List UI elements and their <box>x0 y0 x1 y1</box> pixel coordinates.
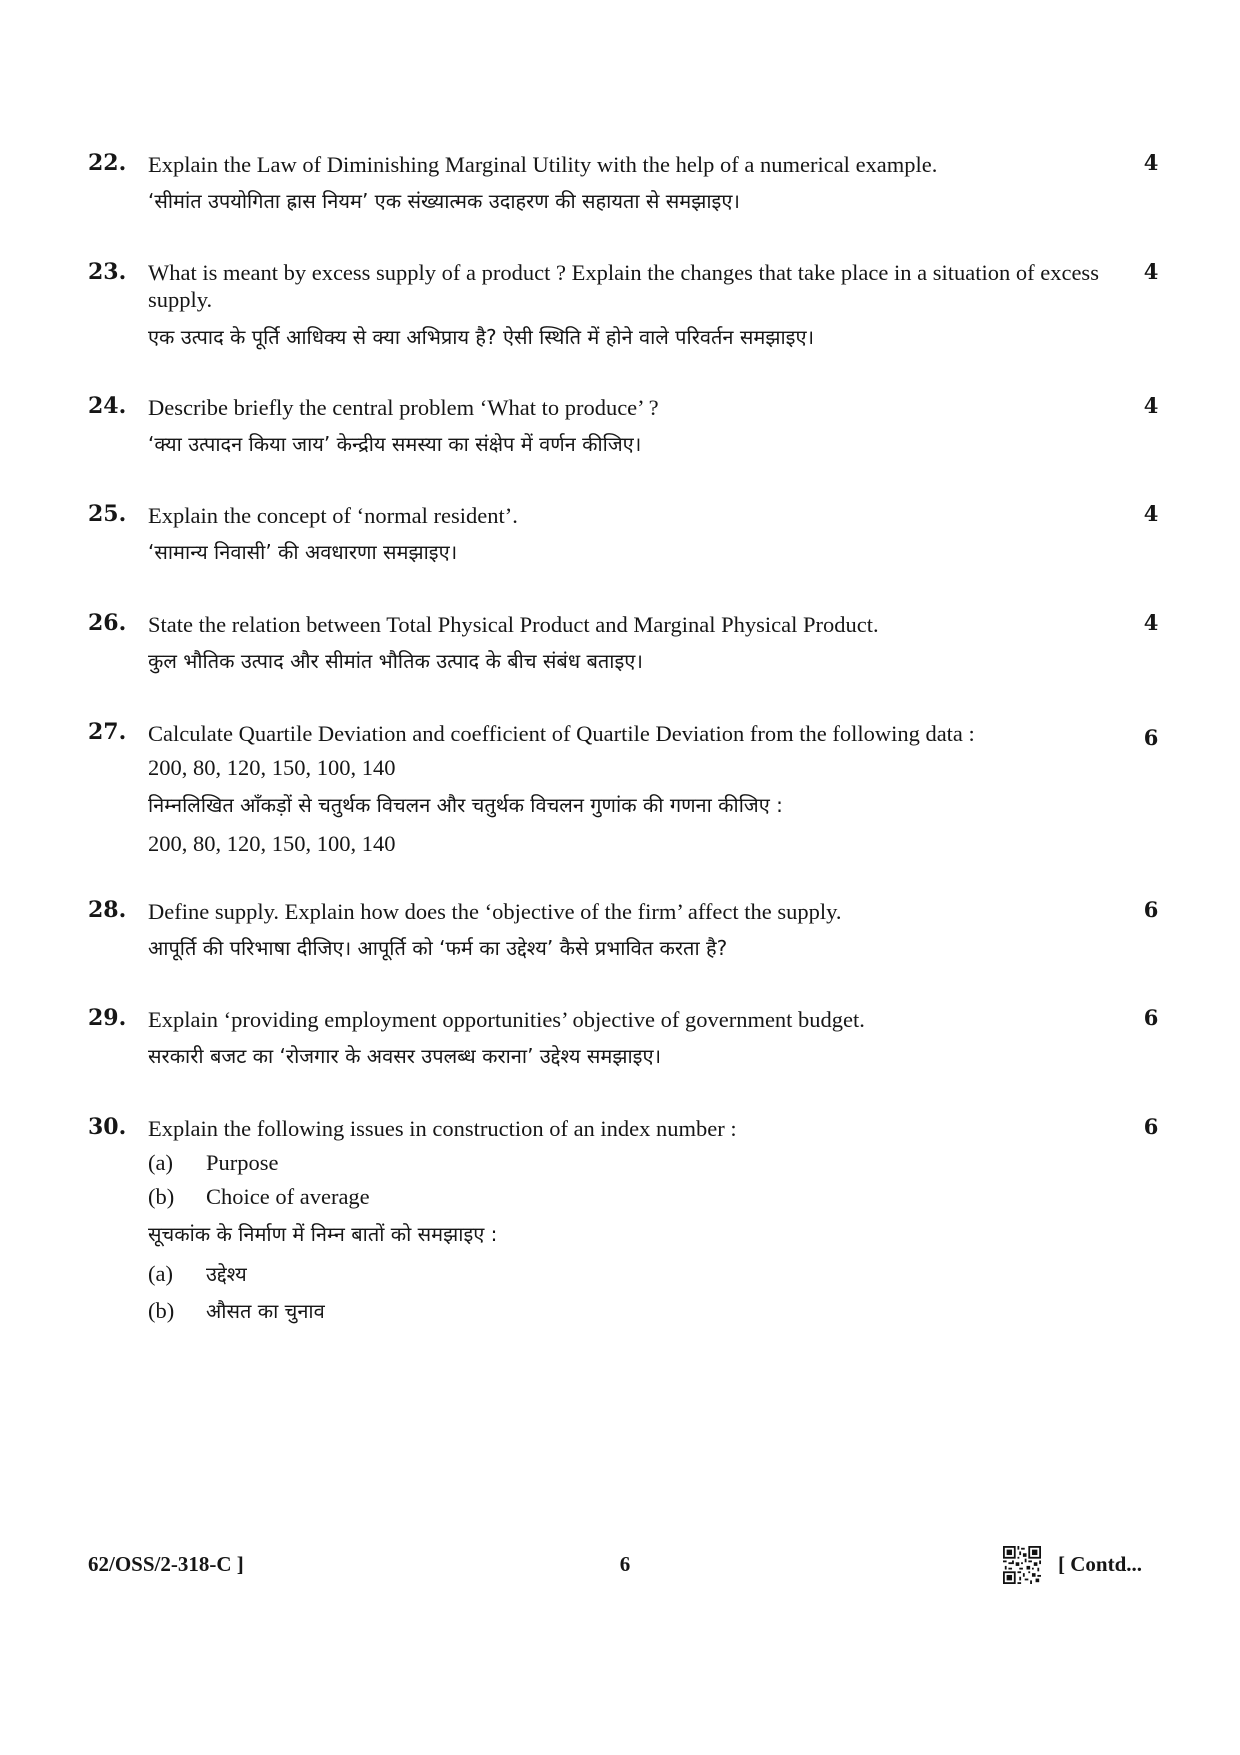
question-marks: 6 <box>1143 1114 1159 1139</box>
paper-code: 62/OSS/2-318-C ] <box>88 1552 244 1576</box>
question-marks: 4 <box>1143 501 1159 526</box>
sub-item-text: औसत का चुनाव <box>206 1299 325 1323</box>
question-number: 28. <box>88 897 127 923</box>
continued-label: [ Contd... <box>1058 1552 1143 1576</box>
question-text-hi: आपूर्ति की परिभाषा दीजिए। आपूर्ति को ‘फर्म का उद्देश्य’ कैसे प्रभावित करता है? <box>148 936 728 960</box>
question-text-hi: कुल भौतिक उत्पाद और सीमांत भौतिक उत्पाद के बीच संबंध बताइए। <box>148 649 643 673</box>
sub-item-hi-b <box>148 1297 1108 1326</box>
sub-item-text: Choice of average <box>206 1184 370 1209</box>
sub-item-label: (b) <box>148 1298 175 1323</box>
sub-item-en-b <box>148 1182 1108 1211</box>
page-number: 6 <box>619 1552 631 1576</box>
sub-item-en-a <box>148 1148 1108 1177</box>
question-text-hi: ‘सीमांत उपयोगिता ह्रास नियम’ एक संख्यात्मक उदाहरण की सहायता से समझाइए। <box>148 189 740 213</box>
question-number: 26. <box>88 610 127 636</box>
question-text-en: Explain the concept of ‘normal resident’. <box>148 503 518 528</box>
question-number: 22. <box>88 150 127 176</box>
question-marks: 6 <box>1143 1005 1159 1030</box>
question-text-en: What is meant by excess supply of a product ? Explain the changes that take place in a situation of excess supply. <box>148 260 1099 312</box>
question-number: 23. <box>88 259 127 285</box>
question-number: 25. <box>88 501 127 527</box>
question-text-hi: ‘क्या उत्पादन किया जाय’ केन्द्रीय समस्या का संक्षेप में वर्णन कीजिए। <box>148 432 642 456</box>
question-text-en: Describe briefly the central problem ‘What to produce’ ? <box>148 395 659 420</box>
question-number: 30. <box>88 1114 127 1140</box>
sub-item-label: (a) <box>148 1150 173 1175</box>
question-text-en: Define supply. Explain how does the ‘objective of the firm’ affect the supply. <box>148 899 842 924</box>
question-number: 27. <box>88 719 127 745</box>
question-marks: 4 <box>1143 259 1159 284</box>
sub-item-hi-a <box>148 1260 1108 1289</box>
question-data-hi: 200, 80, 120, 150, 100, 140 <box>148 831 396 856</box>
sub-item-label: (b) <box>148 1184 175 1209</box>
sub-item-text: उद्देश्य <box>206 1262 247 1286</box>
question-text-en: Calculate Quartile Deviation and coefficient of Quartile Deviation from the following data : <box>148 721 975 746</box>
question-marks: 4 <box>1143 393 1159 418</box>
question-text-en: Explain ‘providing employment opportunities’ objective of government budget. <box>148 1007 865 1032</box>
question-text-hi: ‘सामान्य निवासी’ की अवधारणा समझाइए। <box>148 540 458 564</box>
question-text-en: Explain the following issues in construction of an index number : <box>148 1116 737 1141</box>
question-text-hi: एक उत्पाद के पूर्ति आधिक्य से क्या अभिप्राय है? ऐसी स्थिति में होने वाले परिवर्तन समझाइए। <box>148 325 815 349</box>
question-text-hi: निम्नलिखित आँकड़ों से चतुर्थक विचलन और चतुर्थक विचलन गुणांक की गणना कीजिए : <box>148 793 783 817</box>
page-footer <box>0 1552 1240 1592</box>
question-marks: 6 <box>1143 725 1159 750</box>
question-number: 24. <box>88 393 127 419</box>
question-text-en: Explain the Law of Diminishing Marginal Utility with the help of a numerical example. <box>148 152 938 177</box>
question-marks: 4 <box>1143 610 1159 635</box>
question-text-en: State the relation between Total Physical Product and Marginal Physical Product. <box>148 612 879 637</box>
question-text-hi: सरकारी बजट का ‘रोजगार के अवसर उपलब्ध कराना’ उद्देश्य समझाइए। <box>148 1044 662 1068</box>
question-marks: 6 <box>1143 897 1159 922</box>
question-text-hi: सूचकांक के निर्माण में निम्न बातों को समझाइए : <box>148 1222 498 1246</box>
question-data-en: 200, 80, 120, 150, 100, 140 <box>148 755 396 780</box>
sub-item-label: (a) <box>148 1261 173 1286</box>
qr-code-icon <box>1003 1546 1041 1584</box>
question-number: 29. <box>88 1005 127 1031</box>
question-marks: 4 <box>1143 150 1159 175</box>
sub-item-text: Purpose <box>206 1150 279 1175</box>
